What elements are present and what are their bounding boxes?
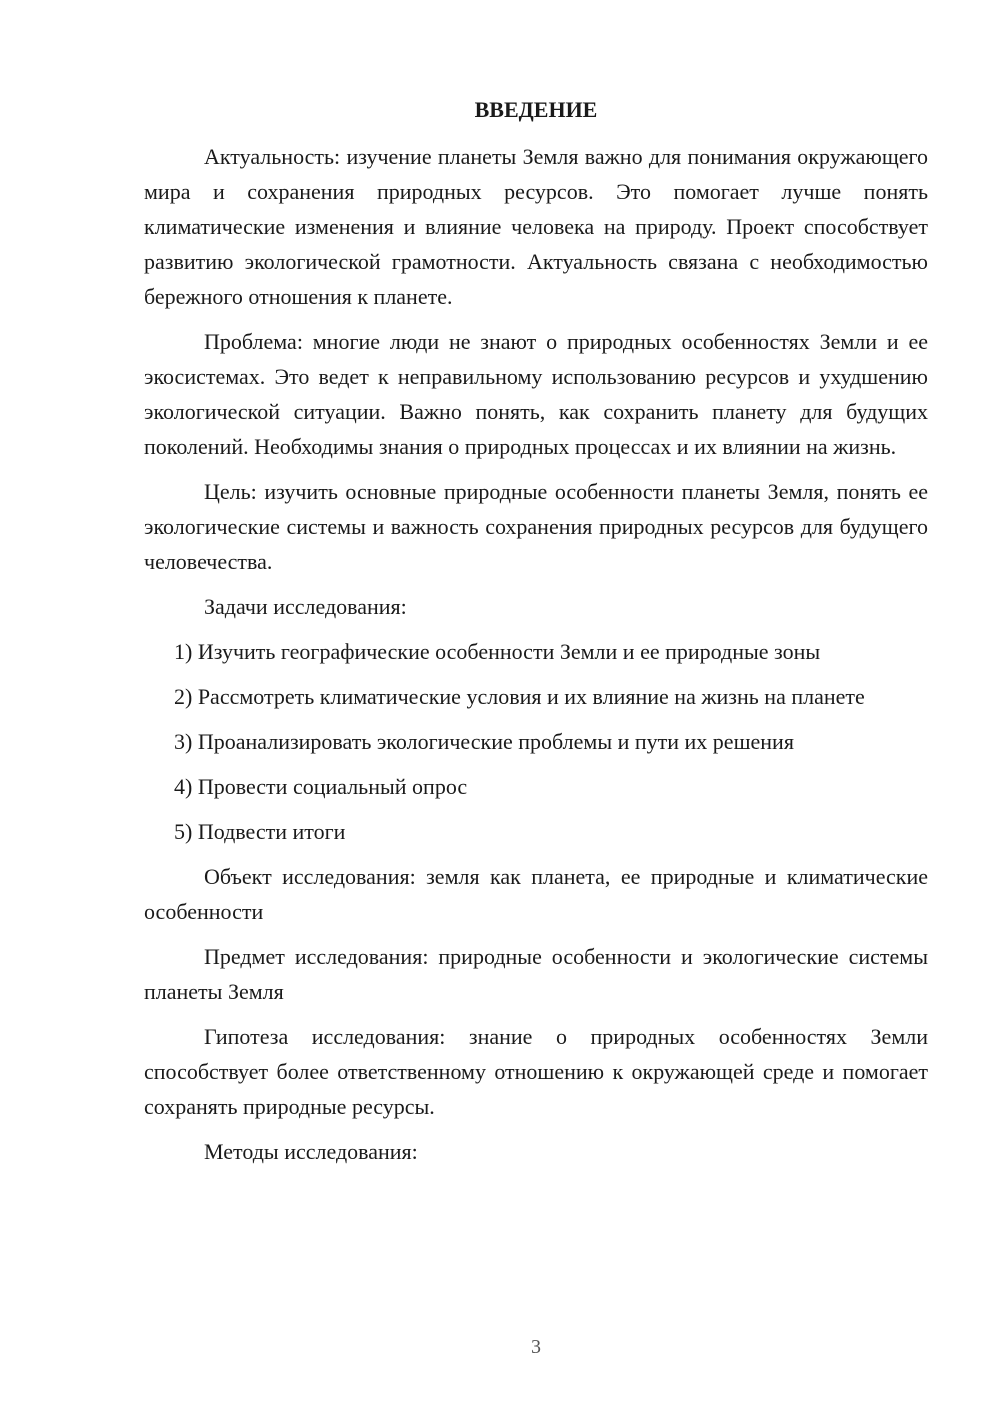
object-paragraph: Объект исследования: земля как планета, ее природные и климатические особенности (144, 864, 928, 924)
relevance-paragraph: Актуальность: изучение планеты Земля важно для понимания окружающего мира и сохранения природных ресурсов. Это помогает лучше понять климатические изменения и влияние человека на природу. Проект способствует развитию экологической грамотности. Актуальность связана с необходимостью бережного отношения к планете. (144, 144, 928, 309)
task-item-1: 1) Изучить географические особенности Земли и ее природные зоны (174, 639, 821, 664)
task-item-3: 3) Проанализировать экологические проблемы и пути их решения (174, 729, 794, 754)
hypothesis-paragraph: Гипотеза исследования: знание о природных особенностях Земли способствует более ответственному отношению к окружающей среде и помогает сохранять природные ресурсы. (144, 1024, 928, 1119)
tasks-heading: Задачи исследования: (204, 594, 407, 619)
page-number: 3 (531, 1336, 541, 1358)
methods-heading: Методы исследования: (204, 1139, 418, 1164)
task-item-4: 4) Провести социальный опрос (174, 774, 468, 799)
task-item-5: 5) Подвести итоги (174, 819, 346, 844)
task-item-2: 2) Рассмотреть климатические условия и их влияние на жизнь на планете (174, 684, 865, 709)
document-body (144, 92, 928, 1179)
goal-paragraph: Цель: изучить основные природные особенности планеты Земля, понять ее экологические системы и важность сохранения природных ресурсов для будущего человечества. (144, 479, 928, 574)
problem-paragraph: Проблема: многие люди не знают о природных особенностях Земли и ее экосистемах. Это ведет к неправильному использованию ресурсов и ухудшению экологической ситуации. Важно понять, как сохранить планету для будущих поколений. Необходимы знания о природных процессах и их влиянии на жизнь. (144, 329, 928, 459)
subject-paragraph: Предмет исследования: природные особенности и экологические системы планеты Земля (144, 944, 928, 1004)
page-title: ВВЕДЕНИЕ (474, 97, 598, 122)
